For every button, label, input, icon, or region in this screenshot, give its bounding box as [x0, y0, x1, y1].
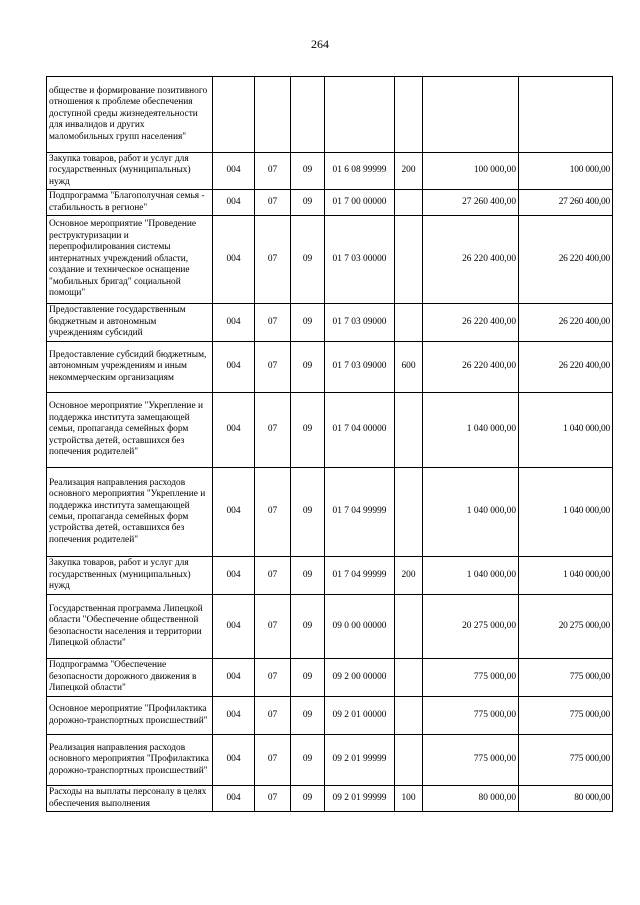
cell-target-article: 01 7 04 00000 [325, 393, 395, 468]
cell-section: 07 [255, 595, 291, 659]
cell-target-article: 09 2 01 99999 [325, 786, 395, 812]
cell-subsection: 09 [291, 393, 325, 468]
row-name: Государственная программа Липецкой области "Обеспечение общественной безопасности населения и территории Липецкой области" [47, 595, 213, 659]
cell-admin-code: 004 [213, 216, 255, 304]
cell-amount-2: 100 000,00 [519, 153, 613, 190]
cell-subsection: 09 [291, 595, 325, 659]
cell-expense-type [395, 697, 423, 735]
cell-amount-2: 20 275 000,00 [519, 595, 613, 659]
cell-admin-code: 004 [213, 735, 255, 786]
cell-expense-type: 200 [395, 557, 423, 595]
cell-section: 07 [255, 557, 291, 595]
table-row [47, 595, 613, 659]
cell-section: 07 [255, 153, 291, 190]
cell-amount-1: 20 275 000,00 [423, 595, 519, 659]
cell-section: 07 [255, 786, 291, 812]
cell-amount-1: 26 220 400,00 [423, 216, 519, 304]
cell-admin-code: 004 [213, 595, 255, 659]
cell-admin-code: 004 [213, 304, 255, 342]
cell-subsection: 09 [291, 786, 325, 812]
table-row [47, 77, 613, 153]
table-row [47, 735, 613, 786]
table-row [47, 153, 613, 190]
cell-expense-type [395, 190, 423, 216]
cell-expense-type [395, 595, 423, 659]
cell-amount-1: 100 000,00 [423, 153, 519, 190]
cell-target-article: 01 6 08 99999 [325, 153, 395, 190]
cell-admin-code: 004 [213, 190, 255, 216]
cell-expense-type [395, 393, 423, 468]
cell-admin-code: 004 [213, 786, 255, 812]
cell-target-article: 01 7 04 99999 [325, 468, 395, 557]
cell-amount-2: 27 260 400,00 [519, 190, 613, 216]
cell-target-article: 01 7 03 09000 [325, 304, 395, 342]
cell-target-article: 09 2 00 00000 [325, 659, 395, 697]
row-name: Основное мероприятие "Профилактика дорожно-транспортных происшествий" [47, 697, 213, 735]
cell-admin-code: 004 [213, 557, 255, 595]
cell-admin-code: 004 [213, 153, 255, 190]
cell-amount-2: 775 000,00 [519, 659, 613, 697]
cell-subsection [291, 77, 325, 153]
table-row [47, 190, 613, 216]
table-row [47, 697, 613, 735]
row-name: Закупка товаров, работ и услуг для государственных (муниципальных) нужд [47, 153, 213, 190]
cell-amount-2: 775 000,00 [519, 735, 613, 786]
row-name: Основное мероприятие "Проведение реструктуризации и перепрофилирования системы интернатных учреждений области, создание и техническое оснащение "мобильных бригад" социальной помощи" [47, 216, 213, 304]
cell-amount-2: 1 040 000,00 [519, 468, 613, 557]
cell-admin-code: 004 [213, 468, 255, 557]
cell-amount-1: 27 260 400,00 [423, 190, 519, 216]
cell-expense-type [395, 304, 423, 342]
table-row [47, 304, 613, 342]
table-row [47, 659, 613, 697]
cell-subsection: 09 [291, 735, 325, 786]
row-name: Реализация направления расходов основного мероприятия "Укрепление и поддержка института замещающей семьи, пропаганда семейных форм устройства детей, оставшихся без попечения родителей" [47, 468, 213, 557]
cell-amount-2: 775 000,00 [519, 697, 613, 735]
cell-section [255, 77, 291, 153]
cell-amount-1: 775 000,00 [423, 735, 519, 786]
budget-table [46, 76, 613, 812]
table-row [47, 216, 613, 304]
cell-subsection: 09 [291, 557, 325, 595]
cell-section: 07 [255, 468, 291, 557]
row-name: Предоставление государственным бюджетным и автономным учреждениям субсидий [47, 304, 213, 342]
cell-target-article [325, 77, 395, 153]
cell-expense-type [395, 468, 423, 557]
cell-amount-2: 26 220 400,00 [519, 304, 613, 342]
cell-subsection: 09 [291, 304, 325, 342]
cell-amount-1: 26 220 400,00 [423, 342, 519, 393]
cell-amount-1: 1 040 000,00 [423, 468, 519, 557]
cell-expense-type [395, 216, 423, 304]
cell-amount-1: 1 040 000,00 [423, 393, 519, 468]
cell-section: 07 [255, 342, 291, 393]
cell-expense-type [395, 77, 423, 153]
cell-section: 07 [255, 216, 291, 304]
cell-section: 07 [255, 659, 291, 697]
row-name: Подпрограмма "Обеспечение безопасности дорожного движения в Липецкой области" [47, 659, 213, 697]
row-name: Подпрограмма "Благополучная семья - стабильность в регионе" [47, 190, 213, 216]
row-name: обществе и формирование позитивного отношения к проблеме обеспечения доступной среды жизнедеятельности для инвалидов и других маломобильных групп населения" [47, 77, 213, 153]
cell-expense-type [395, 735, 423, 786]
cell-section: 07 [255, 697, 291, 735]
cell-section: 07 [255, 735, 291, 786]
table-row [47, 342, 613, 393]
cell-admin-code: 004 [213, 659, 255, 697]
table-row [47, 393, 613, 468]
cell-subsection: 09 [291, 342, 325, 393]
table-row [47, 557, 613, 595]
cell-target-article: 01 7 00 00000 [325, 190, 395, 216]
cell-amount-2: 80 000,00 [519, 786, 613, 812]
table-row [47, 786, 613, 812]
cell-subsection: 09 [291, 697, 325, 735]
row-name: Основное мероприятие "Укрепление и поддержка института замещающей семьи, пропаганда семейных форм устройства детей, оставшихся без попечения родителей" [47, 393, 213, 468]
cell-expense-type: 600 [395, 342, 423, 393]
cell-amount-2: 26 220 400,00 [519, 342, 613, 393]
cell-admin-code [213, 77, 255, 153]
cell-amount-1: 80 000,00 [423, 786, 519, 812]
table-row [47, 468, 613, 557]
cell-amount-1: 775 000,00 [423, 659, 519, 697]
cell-amount-1: 26 220 400,00 [423, 304, 519, 342]
cell-subsection: 09 [291, 153, 325, 190]
cell-subsection: 09 [291, 216, 325, 304]
cell-admin-code: 004 [213, 393, 255, 468]
cell-amount-1 [423, 77, 519, 153]
cell-target-article: 01 7 03 00000 [325, 216, 395, 304]
cell-section: 07 [255, 190, 291, 216]
cell-amount-1: 775 000,00 [423, 697, 519, 735]
cell-expense-type: 100 [395, 786, 423, 812]
cell-amount-2: 1 040 000,00 [519, 393, 613, 468]
cell-expense-type: 200 [395, 153, 423, 190]
cell-target-article: 09 2 01 99999 [325, 735, 395, 786]
cell-target-article: 09 2 01 00000 [325, 697, 395, 735]
cell-target-article: 01 7 03 09000 [325, 342, 395, 393]
page-number: 264 [311, 37, 329, 51]
cell-admin-code: 004 [213, 697, 255, 735]
cell-section: 07 [255, 393, 291, 468]
cell-expense-type [395, 659, 423, 697]
cell-subsection: 09 [291, 468, 325, 557]
cell-amount-2: 1 040 000,00 [519, 557, 613, 595]
cell-admin-code: 004 [213, 342, 255, 393]
cell-target-article: 09 0 00 00000 [325, 595, 395, 659]
cell-subsection: 09 [291, 190, 325, 216]
cell-section: 07 [255, 304, 291, 342]
row-name: Расходы на выплаты персоналу в целях обеспечения выполнения [47, 786, 213, 812]
row-name: Предоставление субсидий бюджетным, автономным учреждениям и иным некоммерческим организациям [47, 342, 213, 393]
row-name: Реализация направления расходов основного мероприятия "Профилактика дорожно-транспортных происшествий" [47, 735, 213, 786]
row-name: Закупка товаров, работ и услуг для государственных (муниципальных) нужд [47, 557, 213, 595]
cell-amount-2: 26 220 400,00 [519, 216, 613, 304]
cell-target-article: 01 7 04 99999 [325, 557, 395, 595]
cell-amount-1: 1 040 000,00 [423, 557, 519, 595]
cell-amount-2 [519, 77, 613, 153]
cell-subsection: 09 [291, 659, 325, 697]
